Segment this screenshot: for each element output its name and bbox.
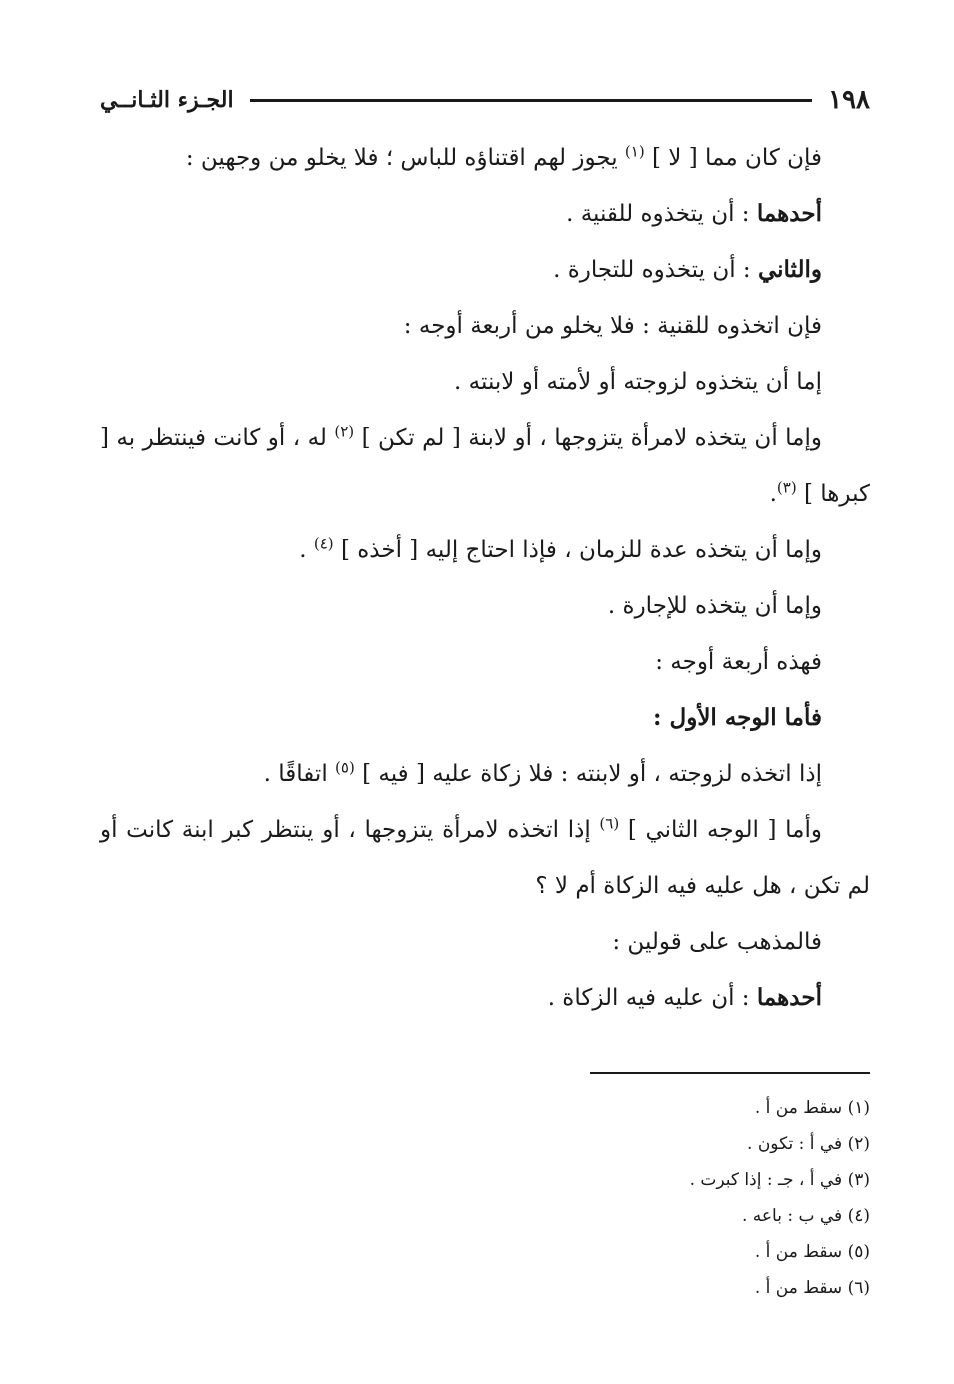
- text-segment: : أن يتخذوه للتجارة .: [553, 257, 758, 283]
- paragraph-7: [100, 522, 870, 578]
- paragraph-5: إما أن يتخذوه لزوجته أو لأمته أو لابنته .: [454, 369, 822, 395]
- text-segment: .: [769, 481, 777, 507]
- body-text: [100, 130, 870, 1026]
- footnote-6: (٦) سقط من أ .: [754, 1278, 870, 1298]
- text-segment: يجوز لهم اقتناؤه للباس ؛ فلا يخلو من وجهين :: [185, 145, 625, 171]
- text-segment: فإن كان مما [ لا ]: [644, 145, 822, 171]
- paragraph-2: [100, 186, 870, 242]
- footnote-ref-2: (٢): [334, 422, 355, 441]
- text-segment: اتفاقًا .: [263, 761, 336, 787]
- running-title: الجـزء الثـانــي: [100, 87, 234, 113]
- text-segment: : أن عليه فيه الزكاة .: [547, 985, 757, 1011]
- paragraph-6: [100, 410, 870, 522]
- bold-lead: أحدهما: [756, 984, 822, 1011]
- page-number: ١٩٨: [828, 85, 870, 115]
- paragraph-9: فهذه أربعة أوجه :: [655, 649, 822, 675]
- text-segment: إذا اتخذه لامرأة يتزوجها ، أو ينتظر كبر ابنة كانت أو لم تكن ، هل عليه فيه الزكاة أم لا ؟: [100, 817, 870, 899]
- footnote-ref-5: (٥): [335, 758, 355, 777]
- footnote-ref-6: (٦): [599, 814, 620, 833]
- paragraph-14: [100, 970, 870, 1026]
- text-segment: .: [299, 537, 314, 563]
- text-segment: وإما أن يتخذه لامرأة يتزوجها ، أو لابنة [ لم تكن ]: [354, 425, 822, 451]
- footnotes: [500, 1090, 870, 1306]
- footnote-rule: [590, 1072, 870, 1074]
- bold-lead: أحدهما: [756, 200, 822, 227]
- header-rule: [250, 99, 813, 102]
- paragraph-8: وإما أن يتخذه للإجارة .: [607, 593, 822, 619]
- text-segment: وإما أن يتخذه عدة للزمان ، فإذا احتاج إليه [ أخذه ]: [333, 537, 822, 563]
- paragraph-13: فالمذهب على قولين :: [612, 929, 822, 955]
- section-heading: فأما الوجه الأول :: [653, 704, 822, 731]
- paragraph-1: [100, 130, 870, 186]
- text-segment: : أن يتخذوه للقنية .: [566, 201, 757, 227]
- bold-lead: والثاني: [757, 256, 822, 283]
- footnote-ref-1: (١): [624, 142, 645, 161]
- footnote-5: (٥) سقط من أ .: [754, 1242, 870, 1262]
- paragraph-4: فإن اتخذوه للقنية : فلا يخلو من أربعة أوجه :: [403, 313, 822, 339]
- text-segment: وأما [ الوجه الثاني ]: [619, 817, 822, 843]
- footnote-4: (٤) في ب : باعه .: [741, 1206, 870, 1226]
- paragraph-12: [100, 802, 870, 914]
- footnote-2: (٢) في أ : تكون .: [747, 1134, 870, 1154]
- footnote-1: (١) سقط من أ .: [754, 1098, 870, 1118]
- paragraph-3: [100, 242, 870, 298]
- paragraph-11: [100, 746, 870, 802]
- footnote-ref-3: (٣): [776, 478, 797, 497]
- footnote-3: (٣) في أ ، جـ : إذا كبرت .: [689, 1170, 870, 1190]
- page-header: [100, 80, 870, 120]
- text-segment: إذا اتخذه لزوجته ، أو لابنته : فلا زكاة عليه [ فيه ]: [354, 761, 822, 787]
- text-segment: له ، أو كانت فينتظر به [ كبرها ]: [100, 425, 870, 507]
- footnote-ref-4: (٤): [313, 534, 334, 553]
